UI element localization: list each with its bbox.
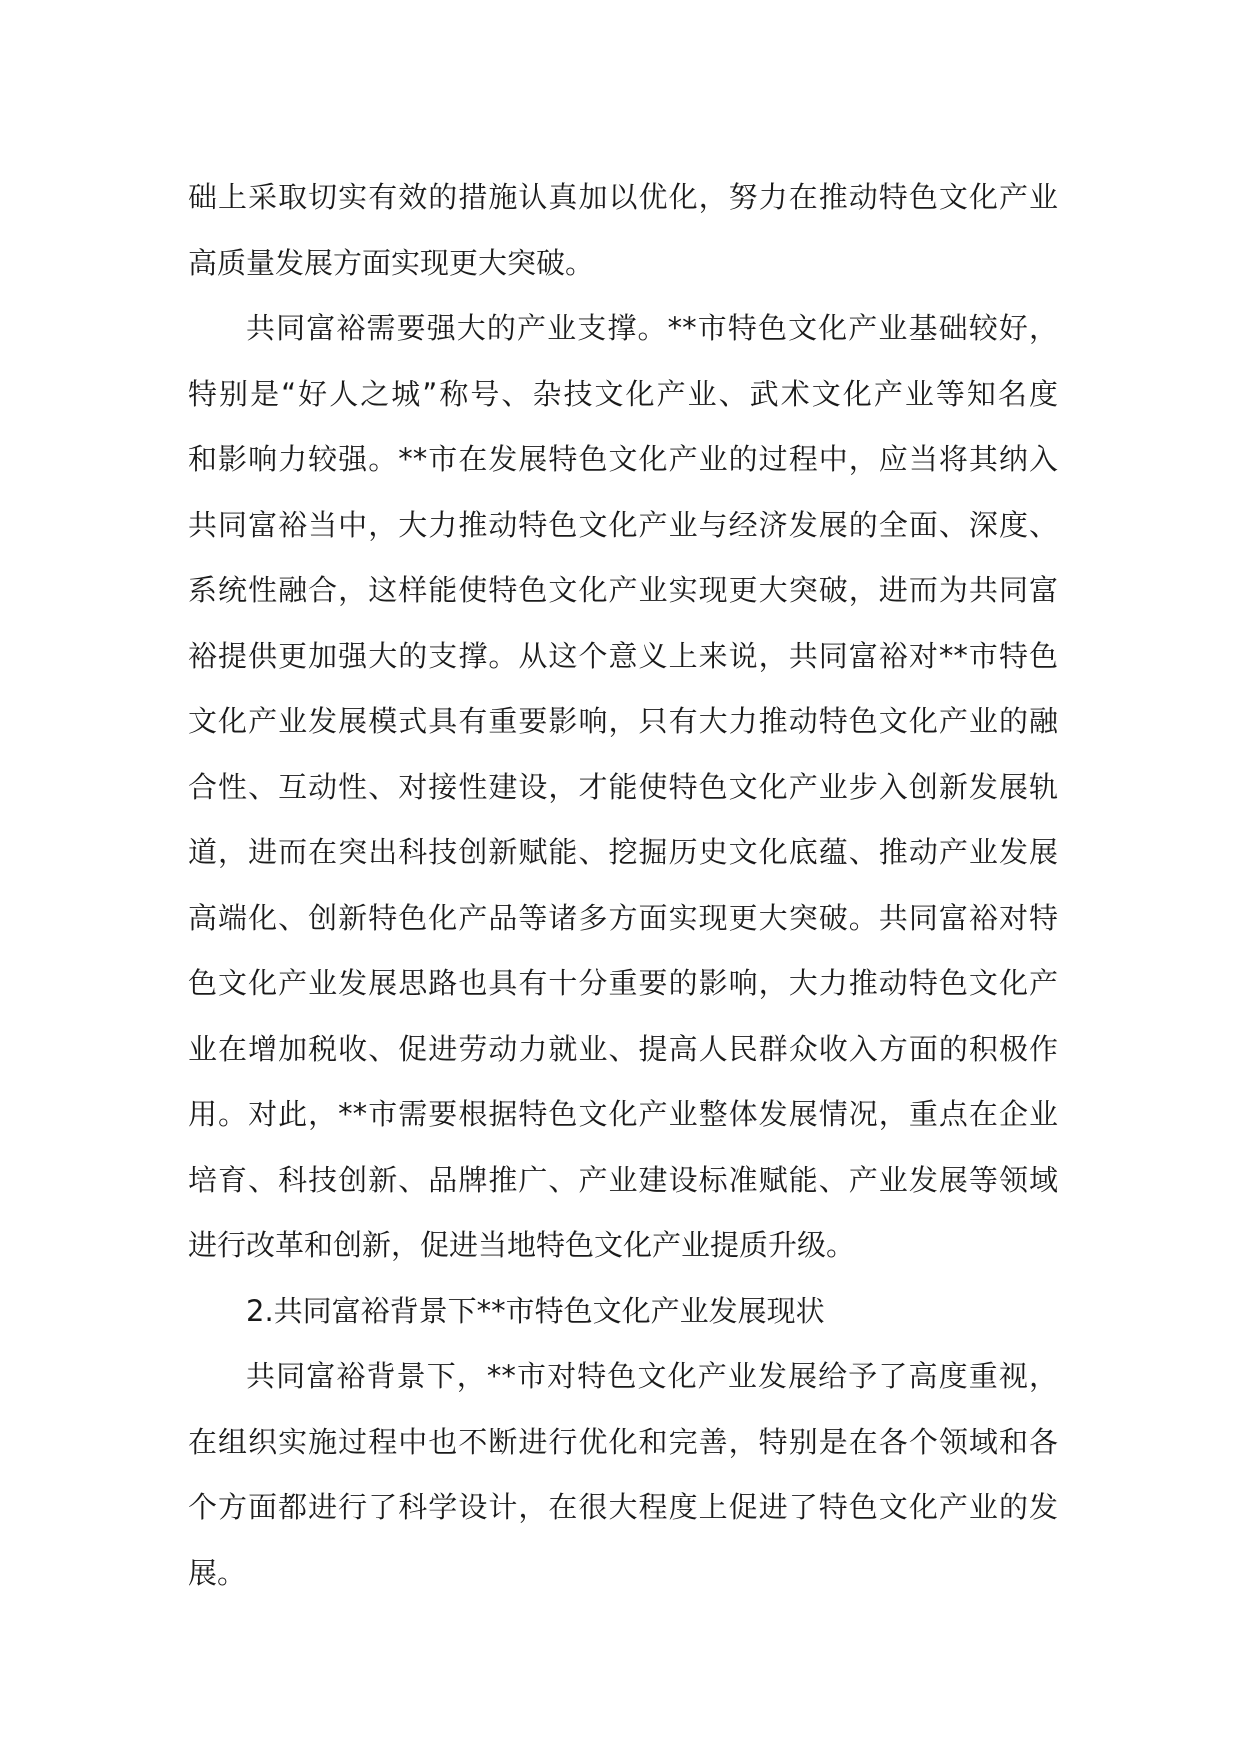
- text-line: 合性、互动性、对接性建设，才能使特色文化产业步入创新发展轨: [188, 769, 1058, 804]
- text-line: 系统性融合，这样能使特色文化产业实现更大突破，进而为共同富: [188, 573, 1058, 607]
- text-line: 文化产业发展模式具有重要影响，只有大力推动特色文化产业的融: [188, 704, 1058, 738]
- text-line: 用。对此，**市需要根据特色文化产业整体发展情况，重点在企业: [188, 1097, 1058, 1131]
- text-line: 业在增加税收、促进劳动力就业、提高人民群众收入方面的积极作: [188, 1031, 1058, 1066]
- text-line: 础上采取切实有效的措施认真加以优化，努力在推动特色文化产业: [188, 180, 1058, 214]
- text-line: 共同富裕当中，大力推动特色文化产业与经济发展的全面、深度、: [188, 507, 1058, 542]
- text-line: 色文化产业发展思路也具有十分重要的影响，大力推动特色文化产: [188, 966, 1058, 1000]
- text-line: 道，进而在突出科技创新赋能、挖掘历史文化底蕴、推动产业发展: [188, 835, 1058, 869]
- text-line: 培育、科技创新、品牌推广、产业建设标准赋能、产业发展等领域: [188, 1162, 1058, 1197]
- text-line: 和影响力较强。**市在发展特色文化产业的过程中，应当将其纳入: [188, 442, 1058, 476]
- text-line: 高质量发展方面实现更大突破。: [188, 245, 595, 280]
- text-line: 进行改革和创新，促进当地特色文化产业提质升级。: [188, 1228, 856, 1262]
- paragraph-start-line: 共同富裕需要强大的产业支撑。**市特色文化产业基础较好，: [246, 311, 1058, 345]
- paragraph-start-line: 共同富裕背景下，**市对特色文化产业发展给予了高度重视，: [246, 1359, 1058, 1393]
- text-line: 个方面都进行了科学设计，在很大程度上促进了特色文化产业的发: [188, 1490, 1058, 1524]
- text-line: 特别是“好人之城”称号、杂技文化产业、武术文化产业等知名度: [188, 376, 1058, 411]
- document-page: [188, 165, 1058, 1606]
- section-heading: 2.共同富裕背景下**市特色文化产业发展现状: [246, 1293, 825, 1328]
- text-line: 裕提供更加强大的支撑。从这个意义上来说，共同富裕对**市特色: [188, 638, 1058, 673]
- text-line: 高端化、创新特色化产品等诸多方面实现更大突破。共同富裕对特: [188, 900, 1058, 935]
- text-line: 展。: [188, 1555, 247, 1590]
- text-line: 在组织实施过程中也不断进行优化和完善，特别是在各个领域和各: [188, 1424, 1058, 1459]
